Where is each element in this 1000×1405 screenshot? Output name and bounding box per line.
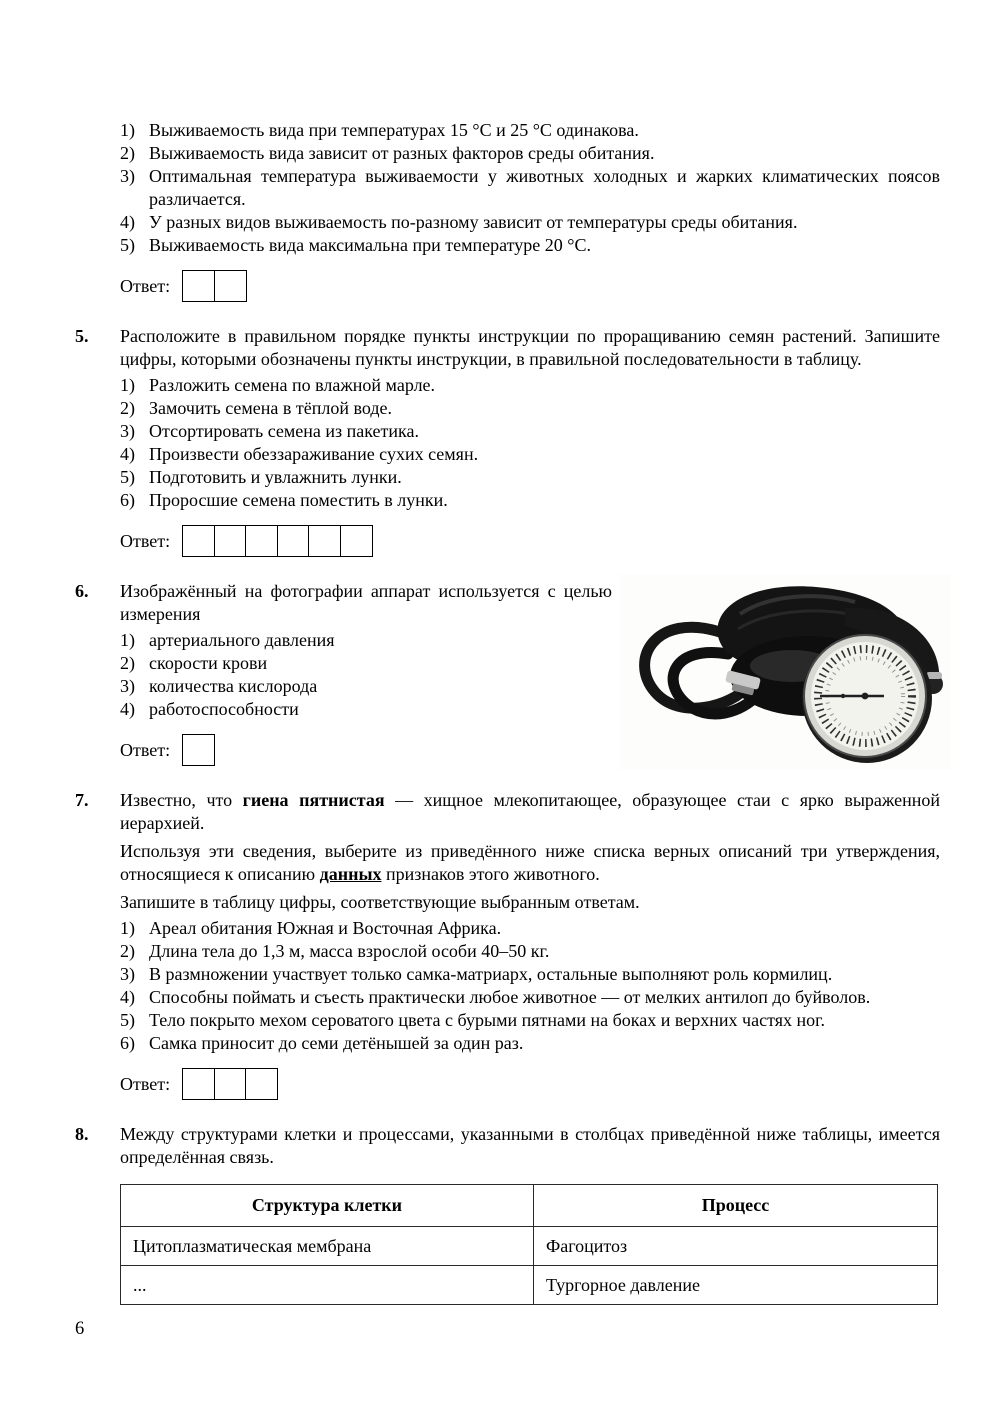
option-number: 1): [120, 375, 135, 395]
option-number: 4): [120, 444, 135, 464]
options-list: [120, 917, 940, 1055]
question-stem-paragraph-1: [120, 789, 940, 835]
page-number: 6: [75, 1319, 85, 1339]
option-number: 4): [120, 987, 135, 1007]
option-number: 3): [120, 676, 135, 696]
option-text: Отсортировать семена из пакетика.: [149, 421, 420, 441]
table-header-process: Процесс: [534, 1185, 938, 1227]
answer-cell[interactable]: [277, 525, 310, 557]
table-row: [121, 1227, 938, 1266]
stem-text: Используя эти сведения, выберите из приведённого ниже списка верных описаний три утверждения, относящиеся к описанию: [120, 841, 940, 884]
option-item: [120, 142, 940, 165]
answer-cell[interactable]: [245, 525, 278, 557]
option-number: 3): [120, 166, 135, 186]
option-item: [120, 165, 940, 211]
option-text: Ареал обитания Южная и Восточная Африка.: [149, 918, 502, 938]
option-number: 5): [120, 467, 135, 487]
option-text: скорости крови: [149, 653, 268, 673]
answer-row: [120, 1068, 940, 1100]
option-item: [120, 1032, 940, 1055]
stem-text: признаков этого животного.: [381, 864, 600, 884]
stem-bold-term: гиена пятнистая: [242, 790, 385, 810]
table-row: [121, 1266, 938, 1305]
option-number: 4): [120, 699, 135, 719]
option-number: 1): [120, 120, 135, 140]
answer-grid-q6: [182, 734, 215, 766]
option-text: количества кислорода: [149, 676, 318, 696]
option-text: Выживаемость вида зависит от разных факторов среды обитания.: [149, 143, 655, 163]
question-4-options-block: [75, 116, 940, 302]
option-item: [120, 489, 940, 512]
option-item: [120, 420, 940, 443]
answer-cell[interactable]: [340, 525, 373, 557]
table-header-row: [121, 1185, 938, 1227]
table-cell: Фагоцитоз: [534, 1227, 938, 1266]
option-item: [120, 940, 940, 963]
answer-cell[interactable]: [214, 270, 247, 302]
option-item: [120, 986, 940, 1009]
option-text: Оптимальная температура выживаемости у животных холодных и жарких климатических поясов различается.: [149, 166, 940, 209]
option-item: [120, 698, 612, 721]
answer-row: [120, 270, 940, 302]
answer-cell[interactable]: [214, 1068, 247, 1100]
question-stem: Изображённый на фотографии аппарат используется с целью измерения: [120, 581, 612, 624]
answer-cell[interactable]: [182, 734, 215, 766]
options-list: [120, 119, 940, 257]
option-item: [120, 675, 612, 698]
option-number: 2): [120, 941, 135, 961]
question-7: [75, 789, 940, 1100]
option-text: Выживаемость вида максимальна при температуре 20 °С.: [149, 235, 591, 255]
table-header-structure: Структура клетки: [121, 1185, 534, 1227]
table-cell: Цитоплазматическая мембрана: [121, 1227, 534, 1266]
option-text: Произвести обеззараживание сухих семян.: [149, 444, 479, 464]
option-item: [120, 374, 940, 397]
answer-row: [120, 734, 612, 766]
option-number: 4): [120, 212, 135, 232]
option-item: [120, 1009, 940, 1032]
question-number: 6.: [75, 581, 89, 601]
option-number: 5): [120, 1010, 135, 1030]
question-6: [75, 580, 940, 766]
answer-cell[interactable]: [182, 1068, 215, 1100]
options-list: [120, 629, 612, 721]
option-number: 1): [120, 630, 135, 650]
answer-row: [120, 525, 940, 557]
option-item: [120, 234, 940, 257]
option-item: [120, 443, 940, 466]
option-number: 6): [120, 490, 135, 510]
sphygmomanometer-photo: [620, 574, 950, 770]
question-stem: Расположите в правильном порядке пункты инструкции по проращиванию семян растений. Запишите цифры, которыми обозначены пункты инструкции, в правильной последовательности в таблицу.: [120, 326, 940, 369]
option-item: [120, 629, 612, 652]
option-number: 2): [120, 653, 135, 673]
option-number: 6): [120, 1033, 135, 1053]
answer-grid-q5: [182, 525, 373, 557]
option-text: Подготовить и увлажнить лунки.: [149, 467, 402, 487]
option-text: Тело покрыто мехом сероватого цвета с бурыми пятнами на боках и верхних частях ног.: [149, 1010, 825, 1030]
answer-cell[interactable]: [214, 525, 247, 557]
question-stem: Между структурами клетки и процессами, указанными в столбцах приведённой ниже таблицы, имеется определённая связь.: [120, 1124, 940, 1167]
options-list: [120, 374, 940, 512]
option-item: [120, 466, 940, 489]
question-8: [75, 1123, 940, 1305]
answer-label: Ответ:: [120, 1073, 171, 1094]
question-stem-paragraph-3: Запишите в таблицу цифры, соответствующие выбранным ответам.: [120, 892, 640, 912]
stem-text: — хищное млекопитающее, образующее стаи с ярко выраженной иерархией.: [120, 790, 940, 833]
question-number: 5.: [75, 326, 89, 346]
answer-label: Ответ:: [120, 739, 171, 760]
answer-cell[interactable]: [308, 525, 341, 557]
answer-cell[interactable]: [182, 525, 215, 557]
table-cell: Тургорное давление: [534, 1266, 938, 1305]
option-number: 1): [120, 918, 135, 938]
answer-cell[interactable]: [245, 1068, 278, 1100]
answer-grid-q7: [182, 1068, 278, 1100]
question-stem-paragraph-2: [120, 840, 940, 886]
option-item: [120, 119, 940, 142]
question-number: 7.: [75, 790, 89, 810]
option-item: [120, 211, 940, 234]
option-text: Длина тела до 1,3 м, масса взрослой особи 40–50 кг.: [149, 941, 550, 961]
option-item: [120, 963, 940, 986]
option-text: работоспособности: [149, 699, 299, 719]
question-5: [75, 325, 940, 557]
option-text: Выживаемость вида при температурах 15 °С и 25 °С одинакова.: [149, 120, 639, 140]
question-number-spacer: [75, 116, 120, 302]
answer-label: Ответ:: [120, 530, 171, 551]
stem-underlined-term: данных: [319, 864, 382, 884]
option-text: Способны поймать и съесть практически любое животное — от мелких антилоп до буйволов.: [149, 987, 871, 1007]
option-text: артериального давления: [149, 630, 335, 650]
option-text: Замочить семена в тёплой воде.: [149, 398, 392, 418]
option-text: Самка приносит до семи детёнышей за один раз.: [149, 1033, 524, 1053]
answer-cell[interactable]: [182, 270, 215, 302]
answer-label: Ответ:: [120, 275, 171, 296]
option-text: Проросшие семена поместить в лунки.: [149, 490, 448, 510]
option-item: [120, 652, 612, 675]
option-number: 3): [120, 421, 135, 441]
option-item: [120, 397, 940, 420]
option-number: 5): [120, 235, 135, 255]
answer-grid-top-question: [182, 270, 247, 302]
option-text: Разложить семена по влажной марле.: [149, 375, 436, 395]
stem-text: Известно, что: [120, 790, 243, 810]
option-number: 2): [120, 398, 135, 418]
option-text: У разных видов выживаемость по-разному зависит от температуры среды обитания.: [149, 212, 798, 232]
option-number: 3): [120, 964, 135, 984]
option-number: 2): [120, 143, 135, 163]
option-text: В размножении участвует только самка-матриарх, остальные выполняют роль кормилиц.: [149, 964, 833, 984]
question-number: 8.: [75, 1124, 89, 1144]
cell-structure-process-table: [120, 1184, 938, 1305]
option-item: [120, 917, 940, 940]
table-cell: ...: [121, 1266, 534, 1305]
